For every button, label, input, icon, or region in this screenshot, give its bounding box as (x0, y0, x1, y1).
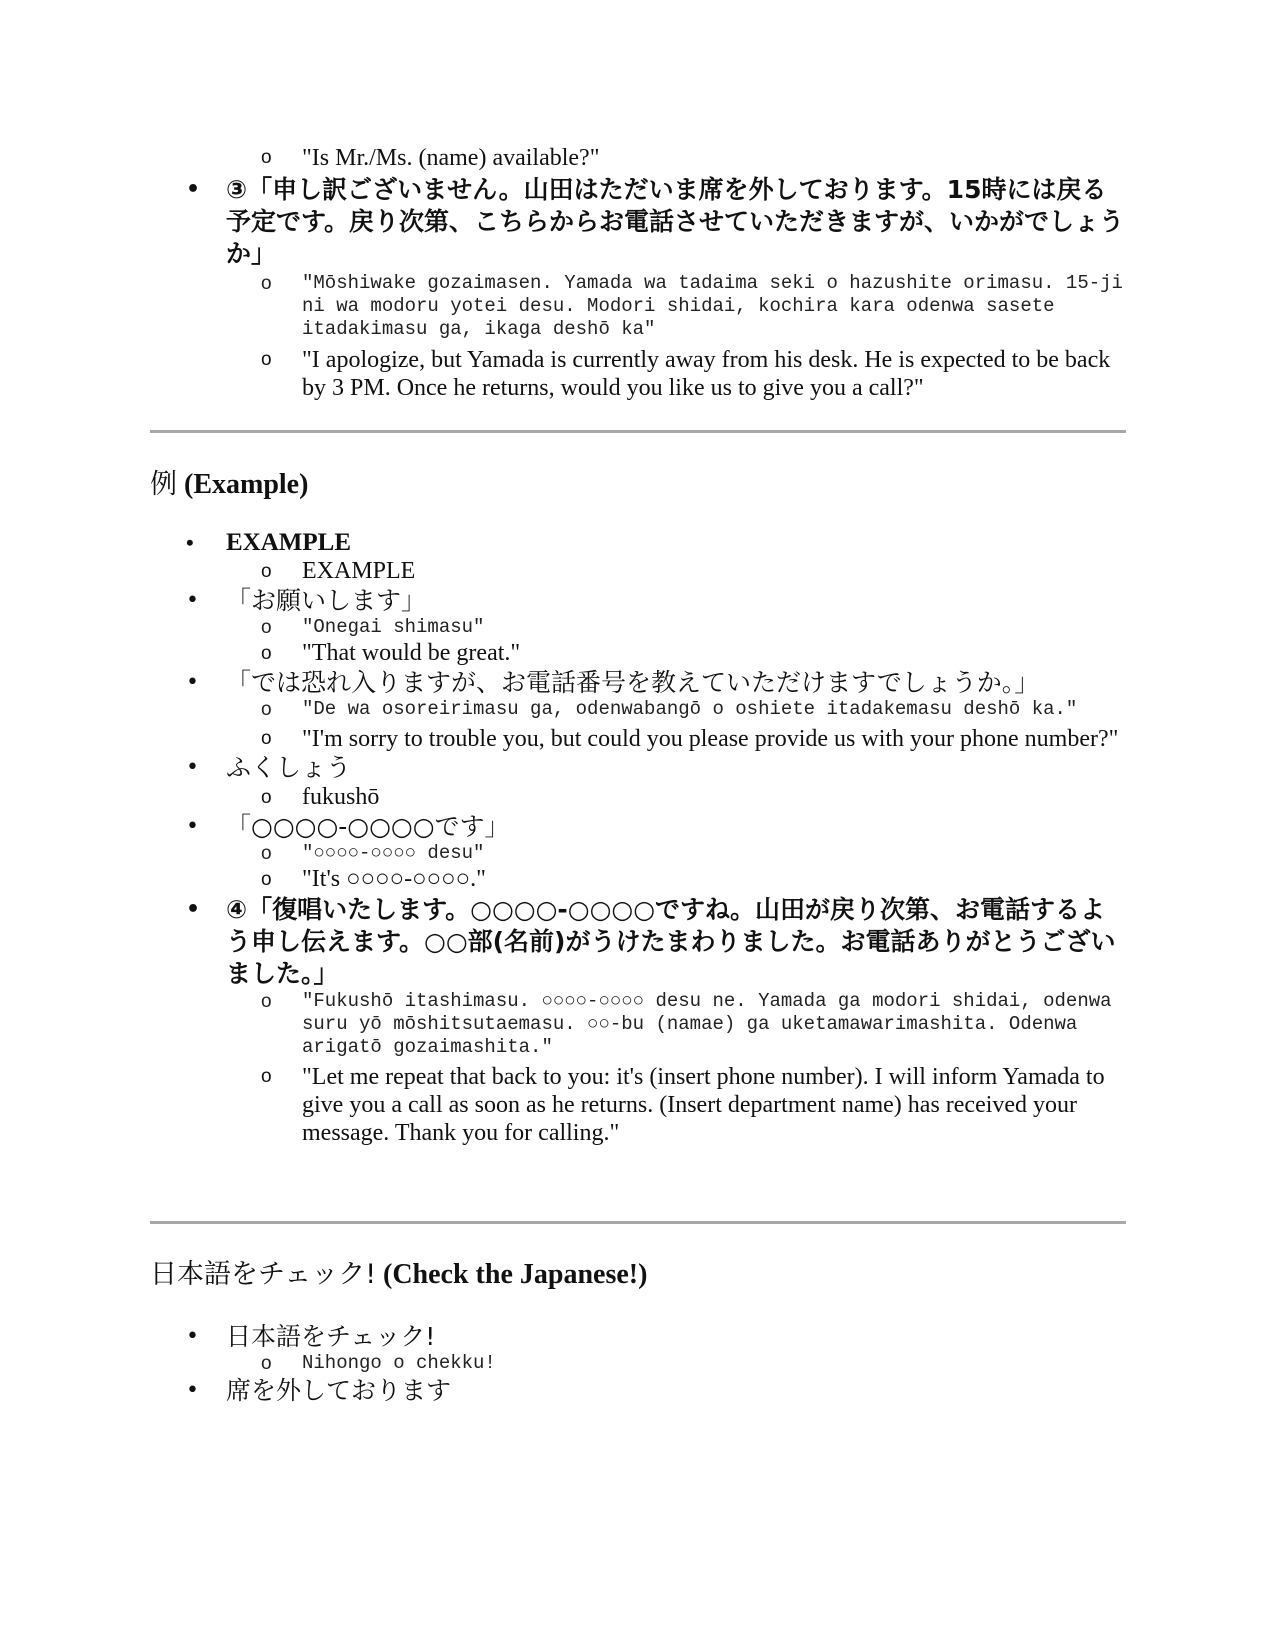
circled-number: ④ (226, 895, 248, 924)
section-heading: 例 (Example) (150, 469, 309, 500)
sub-list-item: o "Mōshiwake gozaimasen. Yamada wa tadaima seki o hazushite orimasu. 15-ji ni wa modoru yotei desu. Modori shidai, kochira kara odenwa sasete itadakimasu ga, ikaga deshō ka" (261, 272, 1123, 340)
list-item: • ふくしょう o fukushō (150, 753, 1125, 812)
sub-list-item: o "It's ○○○○-○○○○." (261, 866, 486, 892)
sub-list-item: o "Is Mr./Ms. (name) available?" (261, 145, 600, 171)
sub-list-item: o Nihongo o chekku! (261, 1352, 496, 1374)
list-item: • 「○○○○-○○○○です」 o "○○○○-○○○○ desu" o "It's ○○○○-○○○○." (150, 812, 1125, 894)
circled-number: ③ (226, 175, 248, 204)
list-item: • 日本語をチェック! o Nihongo o chekku! (150, 1322, 1125, 1375)
sub-list-item: o fukushō (261, 784, 380, 810)
sub-list-item: o "Fukushō itashimasu. ○○○○-○○○○ desu ne. Yamada ga modori shidai, odenwa suru yō mōshitsutaemasu. ○○-bu (namae) ga uketamawarimashita. Odenwa arigatō gozaimashita." (261, 990, 1112, 1058)
sub-list-item: o EXAMPLE (261, 558, 416, 584)
section-heading: 日本語をチェック! (Check the Japanese!) (150, 1259, 648, 1290)
japanese-phrase: 「復唱いたします。○○○○-○○○○ですね。山田が戻り次第、お電話するよう申し伝えます。○○部(名前)がうけたまわりました。お電話ありがとうございました。」 (226, 895, 1116, 988)
japanese-phrase: 「申し訳ございません。山田はただいま席を外しております。15時には戻る予定です。戻り次第、こちらからお電話させていただきますが、いかがでしょうか」 (226, 175, 1125, 268)
section-1 (150, 143, 1125, 402)
list-item: • ③「申し訳ございません。山田はただいま席を外しております。15時には戻る予定です。戻り次第、こちらからお電話させていただきますが、いかがでしょうか」 o "Mōshiwake gozaimasen. Yamada wa tadaima seki o hazushite orimasu. 15-ji ni wa modoru yotei desu. Modori shidai, kochira kara odenwa sasete itadakimasu ga, ikaga deshō ka" o "I apologize, but Yamada is currently away from his desk. He is expected to be back by 3 PM. Once he returns, would you like us to give you a call?" (150, 174, 1125, 402)
list-item: • EXAMPLE o EXAMPLE (150, 528, 1125, 586)
sub-list-item: o "○○○○-○○○○ desu" (261, 842, 485, 864)
list-item: • ④「復唱いたします。○○○○-○○○○ですね。山田が戻り次第、お電話するよう申し伝えます。○○部(名前)がうけたまわりました。お電話ありがとうございました。」 o "Fukushō itashimasu. ○○○○-○○○○ desu ne. Yamada ga modori shidai, odenwa suru yō mōshitsutaemasu. ○○-bu (namae) ga uketamawarimashita. Odenwa arigatō gozaimashita." o "Let me repeat that back to you: it's (insert phone number). I will inform Yamada to give you a call as soon as he returns. (Insert department name) has received your message. Thank you for calling." (150, 894, 1125, 1147)
sub-list-item: o "Onegai shimasu" (261, 616, 485, 638)
sub-list-item: o "Let me repeat that back to you: it's (insert phone number). I will inform Yamada to give you a call as soon as he returns. (Insert department name) has received your message. Thank you for calling." (261, 1064, 1105, 1146)
divider (150, 430, 1126, 433)
sub-list-item: o "I'm sorry to trouble you, but could you please provide us with your phone number?" (261, 726, 1119, 752)
list-item: • 「お願いします」 o "Onegai shimasu" o "That would be great." (150, 586, 1125, 668)
list-item: • 席を外しております (186, 1376, 452, 1405)
sub-list-item: o "I apologize, but Yamada is currently away from his desk. He is expected to be back by 3 PM. Once he returns, would you like us to give you a call?" (261, 347, 1111, 401)
divider (150, 1221, 1126, 1224)
list-item: • 「では恐れ入りますが、お電話番号を教えていただけますでしょうか。」 o "De wa osoreirimasu ga, odenwabangō o oshiete itadakemasu deshō ka." o "I'm sorry to trouble you, but could you please provide us with your phone number?" (150, 668, 1125, 753)
sub-list-item: o "That would be great." (261, 640, 521, 666)
list-item (150, 143, 1125, 173)
section-3 (150, 1322, 1125, 1407)
section-2 (150, 528, 1125, 1147)
sub-list-item: o "De wa osoreirimasu ga, odenwabangō o oshiete itadakemasu deshō ka." (261, 698, 1078, 720)
